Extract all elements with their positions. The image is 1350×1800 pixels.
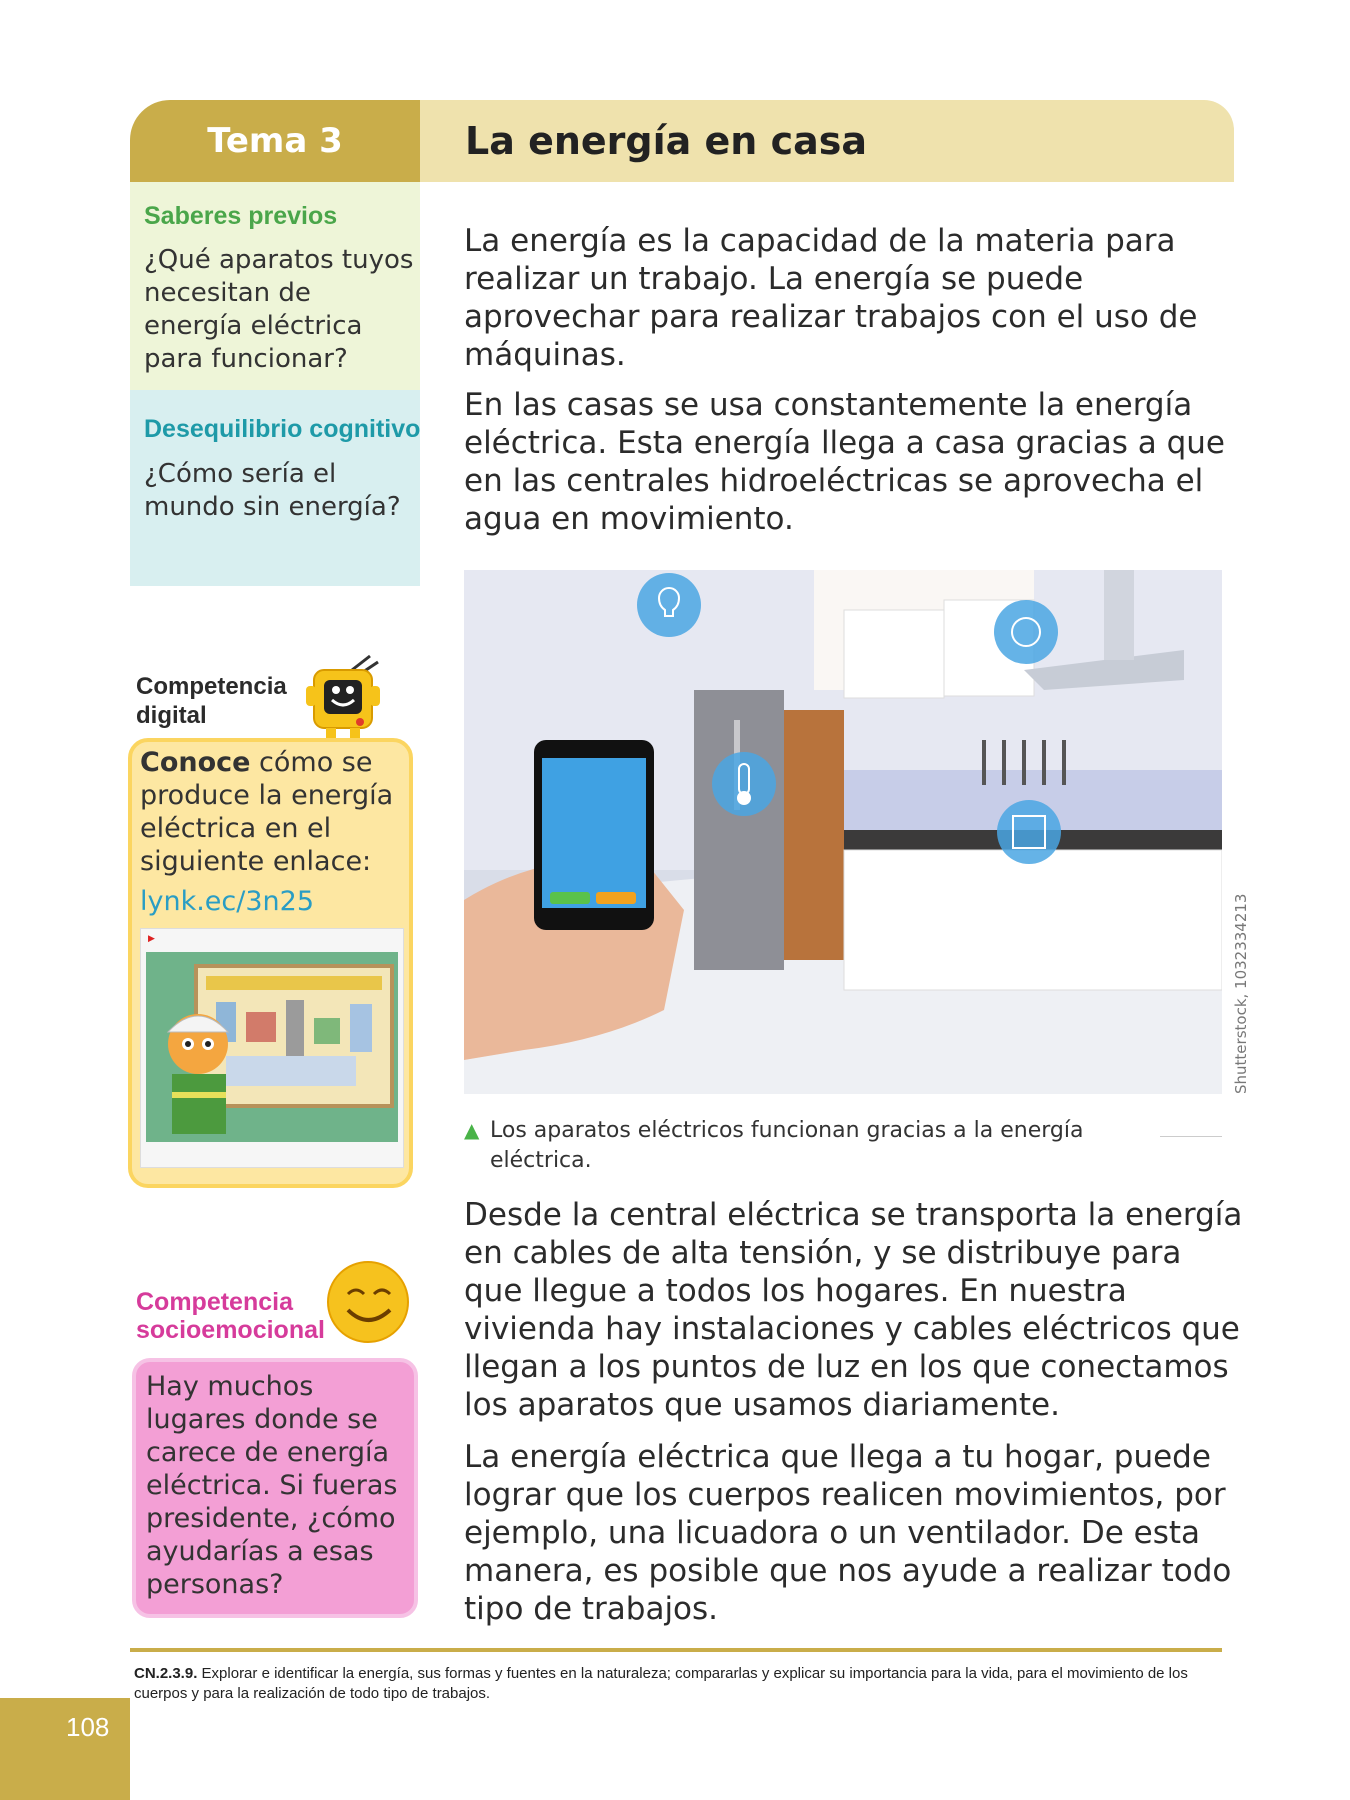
paragraph-2: En las casas se usa constantemente la energía eléctrica. Esta energía llega a casa gracias a que en las centrales hidroeléctricas se aprovecha el agua en movimiento.: [464, 387, 1225, 537]
page-number: 108: [66, 1712, 110, 1742]
competencia-digital-bold: Conoce: [140, 747, 251, 778]
desequilibrio-text: ¿Cómo sería el mundo sin energía?: [144, 459, 401, 522]
page-title: La energía en casa: [465, 119, 868, 163]
competencia-socioemocional-text: Hay muchos lugares donde se carece de energía eléctrica. Si fueras presidente, ¿cómo ayudarías a esas personas?: [146, 1371, 398, 1600]
video-thumbnail-image[interactable]: [146, 952, 398, 1142]
curriculum-code: CN.2.3.9.: [134, 1665, 198, 1682]
page-number-tab: [0, 1698, 130, 1800]
saberes-previos-text: ¿Qué aparatos tuyos necesitan de energía eléctrica para funcionar?: [144, 245, 414, 374]
desequilibrio-title: Desequilibrio cognitivo: [144, 415, 421, 443]
paragraph-1: La energía es la capacidad de la materia para realizar un trabajo. La energía se puede aprovechar para realizar trabajos con el uso de máquinas.: [464, 223, 1198, 373]
caption-divider: [1160, 1136, 1222, 1137]
tema-label: Tema 3: [207, 121, 343, 161]
competencia-digital-rest: cómo se produce la energía eléctrica en el siguiente enlace:: [140, 747, 394, 877]
paragraph-3: Desde la central eléctrica se transporta la energía en cables de alta tensión, y se distribuye para que llegue a todos los hogares. En nuestra vivienda hay instalaciones y cables eléctricos que llegan a los puntos de luz en los que conectamos los aparatos que usamos diariamente.: [464, 1197, 1243, 1423]
smart-kitchen-photo: [464, 570, 1222, 1094]
competencia-digital-link[interactable]: lynk.ec/3n25: [140, 886, 315, 917]
competencia-socioemocional-heading: Competencia socioemocional: [136, 1288, 325, 1344]
paragraph-4: La energía eléctrica que llega a tu hogar, puede lograr que los cuerpos realicen movimientos, por ejemplo, una licuadora o un ventilador. De esta manera, es posible que nos ayude a realizar todo tipo de trabajos.: [464, 1439, 1232, 1627]
caption-triangle-icon: ▲: [464, 1118, 480, 1142]
robot-mascot-icon: [300, 652, 392, 752]
smiley-face-icon: [324, 1258, 412, 1346]
footer-divider: [130, 1648, 1222, 1652]
photo-caption: Los aparatos eléctricos funcionan gracias a la energía eléctrica.: [490, 1118, 1084, 1173]
competencia-digital-heading: Competencia digital: [136, 673, 287, 729]
youtube-logo-icon: ▶: [148, 934, 155, 944]
saberes-previos-title: Saberes previos: [144, 202, 338, 230]
competencia-digital-text: [140, 746, 410, 878]
photo-credit: Shutterstock, 1032334213: [1232, 893, 1250, 1094]
curriculum-note: [134, 1664, 1224, 1704]
curriculum-text: Explorar e identificar la energía, sus formas y fuentes en la naturaleza; compararlas y explicar su importancia para la vida, para el movimiento de los cuerpos y para la realización de todo tipo de trabajos.: [134, 1665, 1188, 1702]
